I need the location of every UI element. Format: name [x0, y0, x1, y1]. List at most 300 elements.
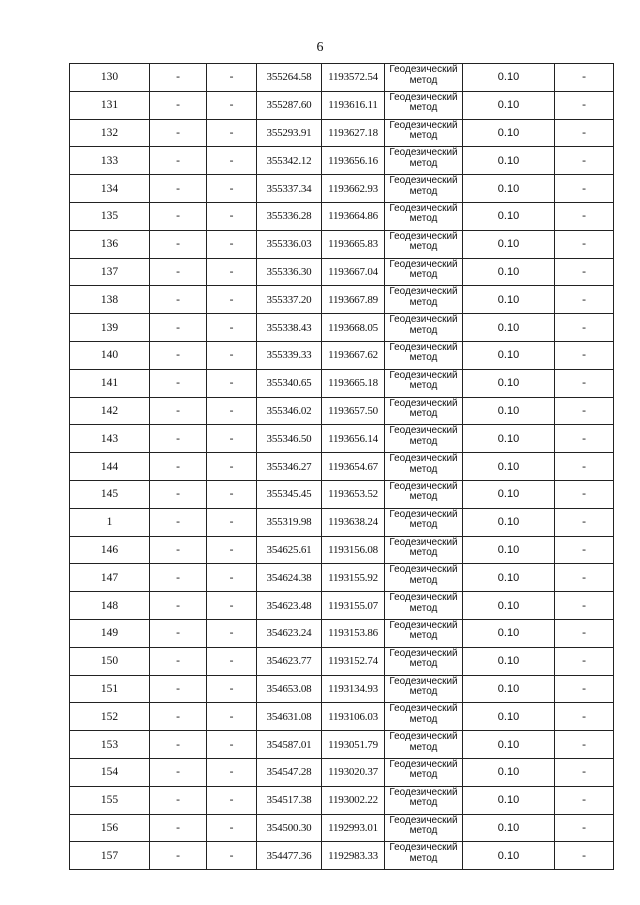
- accuracy-cell: 0.10: [463, 592, 555, 620]
- method-cell: [385, 230, 463, 258]
- accuracy-cell: 0.10: [463, 147, 555, 175]
- method-line-2: метод: [409, 130, 438, 142]
- table-row: [70, 369, 614, 397]
- method-line-2: метод: [409, 741, 438, 753]
- empty-cell: -: [555, 314, 614, 342]
- empty-cell: -: [150, 64, 207, 92]
- x-coordinate-cell: 354653.08: [257, 675, 322, 703]
- empty-cell: -: [207, 592, 257, 620]
- method-line-1: Геодезический: [389, 758, 458, 770]
- point-number-cell: 141: [70, 369, 150, 397]
- method-cell: [385, 119, 463, 147]
- method-cell: [385, 536, 463, 564]
- accuracy-cell: 0.10: [463, 397, 555, 425]
- coordinates-table: [69, 63, 614, 870]
- empty-cell: -: [150, 703, 207, 731]
- method-cell: [385, 341, 463, 369]
- empty-cell: -: [150, 369, 207, 397]
- empty-cell: -: [555, 842, 614, 870]
- table-row: [70, 619, 614, 647]
- point-number-cell: 1: [70, 508, 150, 536]
- accuracy-cell: 0.10: [463, 619, 555, 647]
- empty-cell: -: [207, 147, 257, 175]
- accuracy-cell: 0.10: [463, 341, 555, 369]
- empty-cell: -: [555, 230, 614, 258]
- method-cell: [385, 619, 463, 647]
- accuracy-cell: 0.10: [463, 258, 555, 286]
- table-row: [70, 758, 614, 786]
- table-row: [70, 64, 614, 92]
- empty-cell: -: [207, 703, 257, 731]
- x-coordinate-cell: 355337.34: [257, 175, 322, 203]
- table-row: [70, 453, 614, 481]
- method-line-2: метод: [409, 241, 438, 253]
- method-line-2: метод: [409, 185, 438, 197]
- method-line-1: Геодезический: [389, 425, 458, 437]
- empty-cell: -: [207, 397, 257, 425]
- method-line-2: метод: [409, 686, 438, 698]
- table-row: [70, 675, 614, 703]
- method-line-1: Геодезический: [389, 508, 458, 520]
- page-number: 6: [316, 40, 324, 55]
- empty-cell: -: [555, 119, 614, 147]
- empty-cell: -: [150, 91, 207, 119]
- empty-cell: -: [150, 508, 207, 536]
- empty-cell: -: [555, 564, 614, 592]
- y-coordinate-cell: 1193020.37: [322, 758, 385, 786]
- y-coordinate-cell: 1193657.50: [322, 397, 385, 425]
- empty-cell: -: [150, 119, 207, 147]
- accuracy-cell: 0.10: [463, 64, 555, 92]
- table-row: [70, 230, 614, 258]
- method-cell: [385, 480, 463, 508]
- empty-cell: -: [150, 453, 207, 481]
- x-coordinate-cell: 354623.48: [257, 592, 322, 620]
- method-line-2: метод: [409, 102, 438, 114]
- x-coordinate-cell: 354624.38: [257, 564, 322, 592]
- empty-cell: -: [207, 453, 257, 481]
- table-row: [70, 397, 614, 425]
- empty-cell: -: [555, 675, 614, 703]
- empty-cell: -: [555, 202, 614, 230]
- empty-cell: -: [555, 341, 614, 369]
- method-line-1: Геодезический: [389, 647, 458, 659]
- empty-cell: -: [207, 758, 257, 786]
- empty-cell: -: [150, 731, 207, 759]
- point-number-cell: 136: [70, 230, 150, 258]
- method-cell: [385, 314, 463, 342]
- method-line-2: метод: [409, 852, 438, 864]
- point-number-cell: 146: [70, 536, 150, 564]
- y-coordinate-cell: 1193051.79: [322, 731, 385, 759]
- y-coordinate-cell: 1193155.07: [322, 592, 385, 620]
- table-row: [70, 592, 614, 620]
- x-coordinate-cell: 355346.02: [257, 397, 322, 425]
- y-coordinate-cell: 1193653.52: [322, 480, 385, 508]
- method-line-2: метод: [409, 463, 438, 475]
- method-line-1: Геодезический: [389, 147, 458, 159]
- method-line-2: метод: [409, 797, 438, 809]
- accuracy-cell: 0.10: [463, 675, 555, 703]
- empty-cell: -: [555, 91, 614, 119]
- empty-cell: -: [150, 202, 207, 230]
- y-coordinate-cell: 1193616.11: [322, 91, 385, 119]
- accuracy-cell: 0.10: [463, 453, 555, 481]
- x-coordinate-cell: 355340.65: [257, 369, 322, 397]
- y-coordinate-cell: 1193638.24: [322, 508, 385, 536]
- method-line-1: Геодезический: [389, 230, 458, 242]
- point-number-cell: 155: [70, 786, 150, 814]
- point-number-cell: 135: [70, 202, 150, 230]
- empty-cell: -: [555, 703, 614, 731]
- empty-cell: -: [150, 786, 207, 814]
- method-line-2: метод: [409, 408, 438, 420]
- empty-cell: -: [150, 480, 207, 508]
- method-cell: [385, 703, 463, 731]
- empty-cell: -: [555, 508, 614, 536]
- empty-cell: -: [150, 647, 207, 675]
- point-number-cell: 157: [70, 842, 150, 870]
- table-row: [70, 814, 614, 842]
- empty-cell: -: [207, 480, 257, 508]
- method-line-2: метод: [409, 324, 438, 336]
- method-line-1: Геодезический: [389, 842, 458, 854]
- table-row: [70, 202, 614, 230]
- method-line-2: метод: [409, 519, 438, 531]
- table-row: [70, 425, 614, 453]
- accuracy-cell: 0.10: [463, 369, 555, 397]
- empty-cell: -: [150, 175, 207, 203]
- empty-cell: -: [207, 175, 257, 203]
- table-row: [70, 536, 614, 564]
- empty-cell: -: [150, 592, 207, 620]
- method-cell: [385, 647, 463, 675]
- method-line-1: Геодезический: [389, 786, 458, 798]
- point-number-cell: 156: [70, 814, 150, 842]
- empty-cell: -: [150, 619, 207, 647]
- empty-cell: -: [555, 786, 614, 814]
- empty-cell: -: [555, 536, 614, 564]
- method-line-1: Геодезический: [389, 453, 458, 465]
- method-line-2: метод: [409, 491, 438, 503]
- x-coordinate-cell: 355342.12: [257, 147, 322, 175]
- empty-cell: -: [150, 564, 207, 592]
- method-line-2: метод: [409, 213, 438, 225]
- y-coordinate-cell: 1193664.86: [322, 202, 385, 230]
- method-line-1: Геодезический: [389, 286, 458, 298]
- point-number-cell: 154: [70, 758, 150, 786]
- empty-cell: -: [207, 425, 257, 453]
- x-coordinate-cell: 354477.36: [257, 842, 322, 870]
- point-number-cell: 147: [70, 564, 150, 592]
- point-number-cell: 139: [70, 314, 150, 342]
- y-coordinate-cell: 1193662.93: [322, 175, 385, 203]
- method-cell: [385, 592, 463, 620]
- method-cell: [385, 286, 463, 314]
- point-number-cell: 142: [70, 397, 150, 425]
- empty-cell: -: [150, 314, 207, 342]
- x-coordinate-cell: 355287.60: [257, 91, 322, 119]
- table-row: [70, 731, 614, 759]
- empty-cell: -: [555, 647, 614, 675]
- table-row: [70, 119, 614, 147]
- method-cell: [385, 91, 463, 119]
- table-row: [70, 175, 614, 203]
- table-row: [70, 286, 614, 314]
- x-coordinate-cell: 355264.58: [257, 64, 322, 92]
- y-coordinate-cell: 1193106.03: [322, 703, 385, 731]
- method-cell: [385, 425, 463, 453]
- table-row: [70, 508, 614, 536]
- accuracy-cell: 0.10: [463, 842, 555, 870]
- accuracy-cell: 0.10: [463, 230, 555, 258]
- point-number-cell: 149: [70, 619, 150, 647]
- point-number-cell: 131: [70, 91, 150, 119]
- empty-cell: -: [150, 842, 207, 870]
- table-row: [70, 647, 614, 675]
- method-cell: [385, 842, 463, 870]
- accuracy-cell: 0.10: [463, 202, 555, 230]
- method-line-2: метод: [409, 352, 438, 364]
- accuracy-cell: 0.10: [463, 91, 555, 119]
- table-row: [70, 564, 614, 592]
- method-cell: [385, 675, 463, 703]
- method-line-2: метод: [409, 825, 438, 837]
- point-number-cell: 144: [70, 453, 150, 481]
- y-coordinate-cell: 1193156.08: [322, 536, 385, 564]
- y-coordinate-cell: 1193667.04: [322, 258, 385, 286]
- method-line-2: метод: [409, 602, 438, 614]
- y-coordinate-cell: 1193134.93: [322, 675, 385, 703]
- method-line-1: Геодезический: [389, 703, 458, 715]
- empty-cell: -: [207, 786, 257, 814]
- method-cell: [385, 564, 463, 592]
- method-line-1: Геодезический: [389, 369, 458, 381]
- method-line-1: Геодезический: [389, 314, 458, 326]
- method-cell: [385, 147, 463, 175]
- method-line-2: метод: [409, 630, 438, 642]
- table-row: [70, 314, 614, 342]
- point-number-cell: 151: [70, 675, 150, 703]
- point-number-cell: 138: [70, 286, 150, 314]
- empty-cell: -: [555, 258, 614, 286]
- method-line-2: метод: [409, 435, 438, 447]
- method-line-1: Геодезический: [389, 397, 458, 409]
- empty-cell: -: [555, 592, 614, 620]
- empty-cell: -: [150, 536, 207, 564]
- empty-cell: -: [207, 258, 257, 286]
- method-line-1: Геодезический: [389, 564, 458, 576]
- empty-cell: -: [150, 230, 207, 258]
- accuracy-cell: 0.10: [463, 425, 555, 453]
- method-cell: [385, 453, 463, 481]
- method-line-2: метод: [409, 296, 438, 308]
- x-coordinate-cell: 355339.33: [257, 341, 322, 369]
- method-line-1: Геодезический: [389, 175, 458, 187]
- empty-cell: -: [555, 175, 614, 203]
- point-number-cell: 150: [70, 647, 150, 675]
- empty-cell: -: [150, 814, 207, 842]
- accuracy-cell: 0.10: [463, 564, 555, 592]
- empty-cell: -: [555, 731, 614, 759]
- accuracy-cell: 0.10: [463, 508, 555, 536]
- table-row: [70, 480, 614, 508]
- y-coordinate-cell: 1193627.18: [322, 119, 385, 147]
- x-coordinate-cell: 354625.61: [257, 536, 322, 564]
- accuracy-cell: 0.10: [463, 731, 555, 759]
- method-cell: [385, 814, 463, 842]
- accuracy-cell: 0.10: [463, 647, 555, 675]
- method-line-1: Геодезический: [389, 731, 458, 743]
- x-coordinate-cell: 355319.98: [257, 508, 322, 536]
- empty-cell: -: [207, 731, 257, 759]
- accuracy-cell: 0.10: [463, 314, 555, 342]
- table-row: [70, 786, 614, 814]
- method-line-1: Геодезический: [389, 536, 458, 548]
- point-number-cell: 132: [70, 119, 150, 147]
- x-coordinate-cell: 355336.28: [257, 202, 322, 230]
- point-number-cell: 140: [70, 341, 150, 369]
- point-number-cell: 152: [70, 703, 150, 731]
- empty-cell: -: [555, 758, 614, 786]
- y-coordinate-cell: 1193665.83: [322, 230, 385, 258]
- method-line-2: метод: [409, 547, 438, 559]
- method-cell: [385, 258, 463, 286]
- method-line-1: Геодезический: [389, 119, 458, 131]
- x-coordinate-cell: 355293.91: [257, 119, 322, 147]
- method-line-1: Геодезический: [389, 64, 458, 75]
- empty-cell: -: [207, 286, 257, 314]
- empty-cell: -: [207, 842, 257, 870]
- empty-cell: -: [207, 508, 257, 536]
- method-line-1: Геодезический: [389, 619, 458, 631]
- x-coordinate-cell: 355346.27: [257, 453, 322, 481]
- empty-cell: -: [207, 675, 257, 703]
- y-coordinate-cell: 1193665.18: [322, 369, 385, 397]
- method-line-2: метод: [409, 380, 438, 392]
- empty-cell: -: [555, 64, 614, 92]
- method-line-2: метод: [409, 74, 438, 86]
- empty-cell: -: [207, 202, 257, 230]
- table-row: [70, 91, 614, 119]
- y-coordinate-cell: 1193668.05: [322, 314, 385, 342]
- y-coordinate-cell: 1193656.14: [322, 425, 385, 453]
- empty-cell: -: [555, 286, 614, 314]
- y-coordinate-cell: 1193155.92: [322, 564, 385, 592]
- y-coordinate-cell: 1193002.22: [322, 786, 385, 814]
- empty-cell: -: [150, 258, 207, 286]
- y-coordinate-cell: 1192983.33: [322, 842, 385, 870]
- y-coordinate-cell: 1193152.74: [322, 647, 385, 675]
- empty-cell: -: [555, 425, 614, 453]
- x-coordinate-cell: 354631.08: [257, 703, 322, 731]
- y-coordinate-cell: 1193572.54: [322, 64, 385, 92]
- accuracy-cell: 0.10: [463, 758, 555, 786]
- empty-cell: -: [207, 619, 257, 647]
- coordinates-table-body: [70, 64, 614, 870]
- method-cell: [385, 397, 463, 425]
- empty-cell: -: [207, 369, 257, 397]
- y-coordinate-cell: 1193654.67: [322, 453, 385, 481]
- empty-cell: -: [555, 397, 614, 425]
- x-coordinate-cell: 355345.45: [257, 480, 322, 508]
- empty-cell: -: [150, 397, 207, 425]
- empty-cell: -: [207, 341, 257, 369]
- x-coordinate-cell: 354547.28: [257, 758, 322, 786]
- empty-cell: -: [555, 480, 614, 508]
- point-number-cell: 137: [70, 258, 150, 286]
- accuracy-cell: 0.10: [463, 286, 555, 314]
- empty-cell: -: [207, 91, 257, 119]
- point-number-cell: 133: [70, 147, 150, 175]
- table-row: [70, 341, 614, 369]
- x-coordinate-cell: 355337.20: [257, 286, 322, 314]
- point-number-cell: 145: [70, 480, 150, 508]
- y-coordinate-cell: 1193667.89: [322, 286, 385, 314]
- x-coordinate-cell: 355336.03: [257, 230, 322, 258]
- table-row: [70, 703, 614, 731]
- empty-cell: -: [150, 147, 207, 175]
- method-cell: [385, 369, 463, 397]
- method-line-1: Геодезический: [389, 480, 458, 492]
- method-line-1: Геодезический: [389, 675, 458, 687]
- method-cell: [385, 758, 463, 786]
- method-line-2: метод: [409, 769, 438, 781]
- empty-cell: -: [207, 230, 257, 258]
- empty-cell: -: [555, 147, 614, 175]
- empty-cell: -: [207, 814, 257, 842]
- empty-cell: -: [555, 814, 614, 842]
- empty-cell: -: [207, 119, 257, 147]
- empty-cell: -: [207, 647, 257, 675]
- method-line-2: метод: [409, 157, 438, 169]
- x-coordinate-cell: 354623.24: [257, 619, 322, 647]
- empty-cell: -: [207, 536, 257, 564]
- method-line-1: Геодезический: [389, 91, 458, 103]
- x-coordinate-cell: 354587.01: [257, 731, 322, 759]
- x-coordinate-cell: 354623.77: [257, 647, 322, 675]
- accuracy-cell: 0.10: [463, 175, 555, 203]
- empty-cell: -: [207, 564, 257, 592]
- x-coordinate-cell: 355346.50: [257, 425, 322, 453]
- empty-cell: -: [150, 286, 207, 314]
- empty-cell: -: [207, 64, 257, 92]
- empty-cell: -: [150, 675, 207, 703]
- method-line-2: метод: [409, 713, 438, 725]
- accuracy-cell: 0.10: [463, 814, 555, 842]
- empty-cell: -: [150, 758, 207, 786]
- method-line-1: Геодезический: [389, 341, 458, 353]
- y-coordinate-cell: 1193153.86: [322, 619, 385, 647]
- method-line-2: метод: [409, 269, 438, 281]
- empty-cell: -: [555, 619, 614, 647]
- method-cell: [385, 175, 463, 203]
- method-line-2: метод: [409, 574, 438, 586]
- method-line-1: Геодезический: [389, 814, 458, 826]
- table-row: [70, 258, 614, 286]
- x-coordinate-cell: 355338.43: [257, 314, 322, 342]
- accuracy-cell: 0.10: [463, 119, 555, 147]
- method-line-1: Геодезический: [389, 202, 458, 214]
- method-cell: [385, 64, 463, 92]
- method-cell: [385, 202, 463, 230]
- y-coordinate-cell: 1193667.62: [322, 341, 385, 369]
- empty-cell: -: [555, 453, 614, 481]
- accuracy-cell: 0.10: [463, 480, 555, 508]
- y-coordinate-cell: 1193656.16: [322, 147, 385, 175]
- point-number-cell: 148: [70, 592, 150, 620]
- method-line-2: метод: [409, 658, 438, 670]
